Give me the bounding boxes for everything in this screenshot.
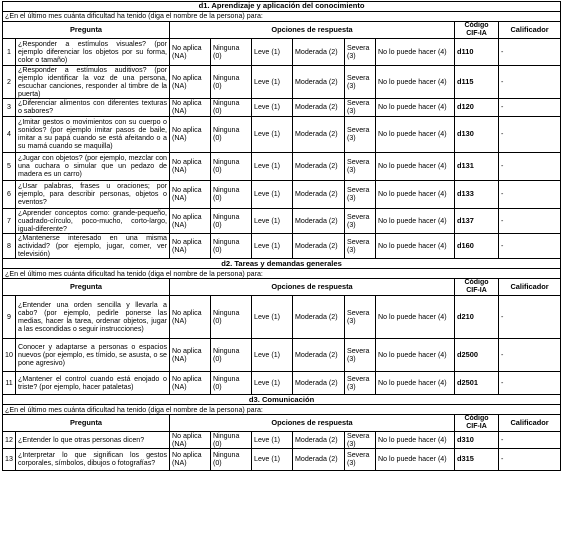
option-moderada[interactable]: Moderada (2) (293, 233, 345, 258)
cif-code: d160 (455, 233, 499, 258)
section-title: d2. Tareas y demandas generales (3, 259, 561, 269)
section-question-row (3, 269, 561, 279)
option-moderada[interactable]: Moderada (2) (293, 339, 345, 372)
header-code: Código CIF-IA (455, 22, 499, 39)
option-moderada[interactable]: Moderada (2) (293, 208, 345, 233)
question-row (3, 66, 561, 99)
cif-code: d315 (455, 448, 499, 470)
option-ninguna[interactable]: Ninguna (0) (211, 116, 252, 152)
header-row (3, 279, 561, 296)
option-no-puede[interactable]: No lo puede hacer (4) (376, 39, 455, 66)
item-question: ¿Diferenciar alimentos con diferentes texturas o sabores? (16, 99, 170, 116)
option-severa[interactable]: Severa (3) (345, 208, 376, 233)
option-no-aplica[interactable]: No aplica (NA) (170, 152, 211, 180)
option-leve[interactable]: Leve (1) (252, 372, 293, 395)
option-severa[interactable]: Severa (3) (345, 99, 376, 116)
option-moderada[interactable]: Moderada (2) (293, 66, 345, 99)
option-severa[interactable]: Severa (3) (345, 339, 376, 372)
cif-code: d115 (455, 66, 499, 99)
option-severa[interactable]: Severa (3) (345, 296, 376, 339)
rater-field[interactable]: - (499, 208, 561, 233)
rater-field[interactable]: - (499, 448, 561, 470)
option-no-aplica[interactable]: No aplica (NA) (170, 233, 211, 258)
option-ninguna[interactable]: Ninguna (0) (211, 372, 252, 395)
rater-field[interactable]: - (499, 372, 561, 395)
item-question: ¿Mantener el control cuando está enojado o triste? (por ejemplo, hacer pataletas) (16, 372, 170, 395)
item-question: ¿Entender una orden sencilla y llevarla a cabo? (por ejemplo, pedirle ponerse las medias, hacer la tarea, ordenar objetos, jugar a las escondidas o seguir instrucciones) (16, 296, 170, 339)
option-leve[interactable]: Leve (1) (252, 116, 293, 152)
option-severa[interactable]: Severa (3) (345, 39, 376, 66)
option-severa[interactable]: Severa (3) (345, 116, 376, 152)
rater-field[interactable]: - (499, 233, 561, 258)
cif-code: d130 (455, 116, 499, 152)
option-ninguna[interactable]: Ninguna (0) (211, 39, 252, 66)
option-no-puede[interactable]: No lo puede hacer (4) (376, 296, 455, 339)
option-no-aplica[interactable]: No aplica (NA) (170, 208, 211, 233)
option-leve[interactable]: Leve (1) (252, 339, 293, 372)
option-ninguna[interactable]: Ninguna (0) (211, 233, 252, 258)
item-question: ¿Responder a estímulos auditivos? (por ejemplo identificar la voz de una persona, escuchar canciones, responder al timbre de la puerta) (16, 66, 170, 99)
item-question: ¿Aprender conceptos como: grande-pequeño, cuadrado-círculo, poco-mucho, corto-largo, igual-diferente? (16, 208, 170, 233)
item-question: ¿Jugar con objetos? (por ejemplo, mezclar con una cuchara o simular que un pedazo de madera es un carro) (16, 152, 170, 180)
option-no-puede[interactable]: No lo puede hacer (4) (376, 152, 455, 180)
section-question-row (3, 12, 561, 22)
item-number: 11 (3, 372, 16, 395)
section-title-row (3, 395, 561, 405)
option-ninguna[interactable]: Ninguna (0) (211, 66, 252, 99)
option-leve[interactable]: Leve (1) (252, 431, 293, 448)
cif-ia-form (2, 1, 549, 471)
section-title-row (3, 2, 561, 12)
item-number: 2 (3, 66, 16, 99)
option-leve[interactable]: Leve (1) (252, 39, 293, 66)
question-row (3, 99, 561, 116)
option-severa[interactable]: Severa (3) (345, 431, 376, 448)
cif-code: d131 (455, 152, 499, 180)
header-options: Opciones de respuesta (170, 279, 455, 296)
section-question: ¿En el último mes cuánta dificultad ha tenido (diga el nombre de la persona) para: (3, 269, 561, 279)
option-no-puede[interactable]: No lo puede hacer (4) (376, 339, 455, 372)
header-code: Código CIF-IA (455, 279, 499, 296)
header-options: Opciones de respuesta (170, 415, 455, 432)
rater-field[interactable]: - (499, 99, 561, 116)
option-no-aplica[interactable]: No aplica (NA) (170, 339, 211, 372)
option-leve[interactable]: Leve (1) (252, 99, 293, 116)
cif-code: d310 (455, 431, 499, 448)
cif-code: d210 (455, 296, 499, 339)
cif-code: d137 (455, 208, 499, 233)
item-number: 3 (3, 99, 16, 116)
question-row (3, 233, 561, 258)
rater-field[interactable]: - (499, 116, 561, 152)
option-severa[interactable]: Severa (3) (345, 372, 376, 395)
option-no-aplica[interactable]: No aplica (NA) (170, 296, 211, 339)
question-row (3, 116, 561, 152)
item-number: 13 (3, 448, 16, 470)
cif-code: d110 (455, 39, 499, 66)
cif-code: d2501 (455, 372, 499, 395)
item-question: ¿Entender lo que otras personas dicen? (16, 431, 170, 448)
option-no-aplica[interactable]: No aplica (NA) (170, 116, 211, 152)
header-item: Pregunta (3, 22, 170, 39)
section-title: d1. Aprendizaje y aplicación del conocimiento (3, 2, 561, 12)
rater-field[interactable]: - (499, 152, 561, 180)
option-no-puede[interactable]: No lo puede hacer (4) (376, 66, 455, 99)
option-no-puede[interactable]: No lo puede hacer (4) (376, 208, 455, 233)
cif-code: d120 (455, 99, 499, 116)
item-question: ¿Responder a estímulos visuales? (por ejemplo diferenciar los objetos por su forma, color o tamaño) (16, 39, 170, 66)
option-moderada[interactable]: Moderada (2) (293, 372, 345, 395)
item-number: 9 (3, 296, 16, 339)
question-row (3, 339, 561, 372)
rater-field[interactable]: - (499, 66, 561, 99)
question-row (3, 39, 561, 66)
option-ninguna[interactable]: Ninguna (0) (211, 208, 252, 233)
cif-code: d133 (455, 180, 499, 208)
option-severa[interactable]: Severa (3) (345, 152, 376, 180)
section-question: ¿En el último mes cuánta dificultad ha tenido (diga el nombre de la persona) para: (3, 405, 561, 415)
option-moderada[interactable]: Moderada (2) (293, 152, 345, 180)
option-leve[interactable]: Leve (1) (252, 448, 293, 470)
option-severa[interactable]: Severa (3) (345, 448, 376, 470)
question-row (3, 448, 561, 470)
option-no-puede[interactable]: No lo puede hacer (4) (376, 372, 455, 395)
rater-field[interactable]: - (499, 431, 561, 448)
item-number: 12 (3, 431, 16, 448)
option-leve[interactable]: Leve (1) (252, 180, 293, 208)
option-leve[interactable]: Leve (1) (252, 233, 293, 258)
rater-field[interactable]: - (499, 39, 561, 66)
option-ninguna[interactable]: Ninguna (0) (211, 296, 252, 339)
option-moderada[interactable]: Moderada (2) (293, 296, 345, 339)
option-no-aplica[interactable]: No aplica (NA) (170, 372, 211, 395)
option-no-aplica[interactable]: No aplica (NA) (170, 66, 211, 99)
item-question: Conocer y adaptarse a personas o espacios nuevos (por ejemplo, es tímido, se asusta, o se pone agresivo) (16, 339, 170, 372)
item-question: ¿Imitar gestos o movimientos con su cuerpo o sonidos? (por ejemplo imitar pasos de baile, imitar a su papá cuando se está afeitando o a su mamá cuando se maquilla) (16, 116, 170, 152)
question-row (3, 152, 561, 180)
header-item: Pregunta (3, 279, 170, 296)
question-row (3, 208, 561, 233)
option-moderada[interactable]: Moderada (2) (293, 39, 345, 66)
item-number: 5 (3, 152, 16, 180)
option-leve[interactable]: Leve (1) (252, 66, 293, 99)
rater-field[interactable]: - (499, 339, 561, 372)
option-ninguna[interactable]: Ninguna (0) (211, 180, 252, 208)
item-number: 6 (3, 180, 16, 208)
option-ninguna[interactable]: Ninguna (0) (211, 339, 252, 372)
header-options: Opciones de respuesta (170, 22, 455, 39)
option-severa[interactable]: Severa (3) (345, 233, 376, 258)
header-code: Código CIF-IA (455, 415, 499, 432)
item-number: 8 (3, 233, 16, 258)
header-item: Pregunta (3, 415, 170, 432)
option-severa[interactable]: Severa (3) (345, 180, 376, 208)
question-row (3, 180, 561, 208)
item-number: 10 (3, 339, 16, 372)
option-no-puede[interactable]: No lo puede hacer (4) (376, 233, 455, 258)
question-row (3, 431, 561, 448)
option-leve[interactable]: Leve (1) (252, 152, 293, 180)
option-ninguna[interactable]: Ninguna (0) (211, 99, 252, 116)
section-title-row (3, 259, 561, 269)
option-moderada[interactable]: Moderada (2) (293, 180, 345, 208)
option-no-aplica[interactable]: No aplica (NA) (170, 180, 211, 208)
option-no-aplica[interactable]: No aplica (NA) (170, 431, 211, 448)
option-no-puede[interactable]: No lo puede hacer (4) (376, 99, 455, 116)
option-no-puede[interactable]: No lo puede hacer (4) (376, 116, 455, 152)
rater-field[interactable]: - (499, 180, 561, 208)
header-rater: Calificador (499, 22, 561, 39)
item-number: 4 (3, 116, 16, 152)
option-no-aplica[interactable]: No aplica (NA) (170, 448, 211, 470)
section-title: d3. Comunicación (3, 395, 561, 405)
section-question-row (3, 405, 561, 415)
option-ninguna[interactable]: Ninguna (0) (211, 448, 252, 470)
option-moderada[interactable]: Moderada (2) (293, 431, 345, 448)
option-ninguna[interactable]: Ninguna (0) (211, 431, 252, 448)
option-no-puede[interactable]: No lo puede hacer (4) (376, 431, 455, 448)
header-rater: Calificador (499, 279, 561, 296)
header-row (3, 22, 561, 39)
option-no-puede[interactable]: No lo puede hacer (4) (376, 448, 455, 470)
header-row (3, 415, 561, 432)
option-no-puede[interactable]: No lo puede hacer (4) (376, 180, 455, 208)
header-rater: Calificador (499, 415, 561, 432)
cif-code: d2500 (455, 339, 499, 372)
option-moderada[interactable]: Moderada (2) (293, 116, 345, 152)
rater-field[interactable]: - (499, 296, 561, 339)
option-leve[interactable]: Leve (1) (252, 296, 293, 339)
option-leve[interactable]: Leve (1) (252, 208, 293, 233)
assessment-table (2, 1, 561, 471)
option-ninguna[interactable]: Ninguna (0) (211, 152, 252, 180)
option-no-aplica[interactable]: No aplica (NA) (170, 99, 211, 116)
item-number: 7 (3, 208, 16, 233)
option-moderada[interactable]: Moderada (2) (293, 448, 345, 470)
option-no-aplica[interactable]: No aplica (NA) (170, 39, 211, 66)
section-question: ¿En el último mes cuánta dificultad ha tenido (diga el nombre de la persona) para: (3, 12, 561, 22)
item-question: ¿Usar palabras, frases u oraciones; por ejemplo, para describir personas, objetos o eventos? (16, 180, 170, 208)
item-question: ¿Interpretar lo que significan los gestos corporales, símbolos, dibujos o fotografías? (16, 448, 170, 470)
item-question: ¿Mantenerse interesado en una misma actividad? (por ejemplo, jugar, comer, ver televisión) (16, 233, 170, 258)
option-severa[interactable]: Severa (3) (345, 66, 376, 99)
option-moderada[interactable]: Moderada (2) (293, 99, 345, 116)
question-row (3, 296, 561, 339)
item-number: 1 (3, 39, 16, 66)
question-row (3, 372, 561, 395)
